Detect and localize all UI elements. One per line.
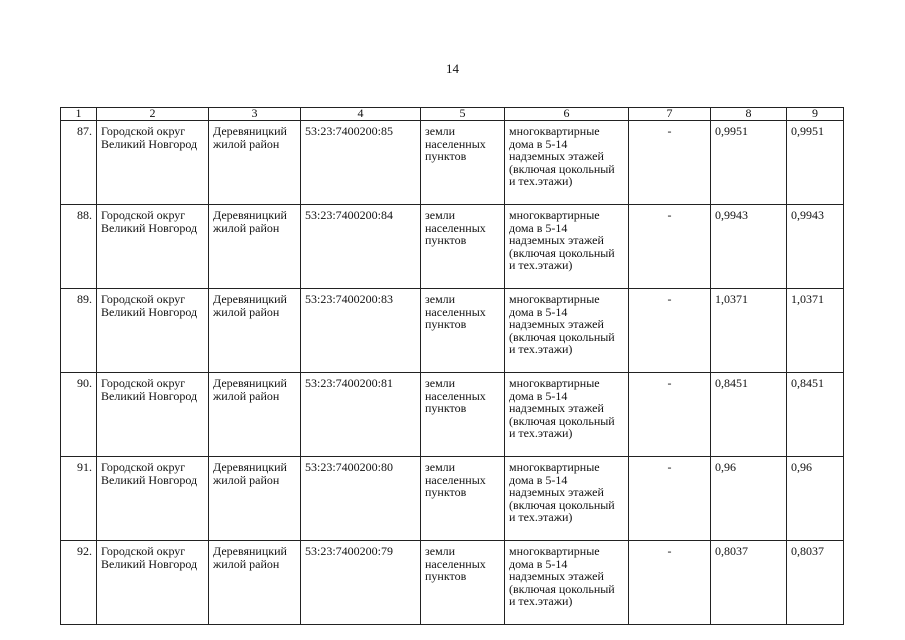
column-header: 4: [301, 108, 421, 121]
column-header: 9: [787, 108, 844, 121]
column-9-cell: 0,9943: [787, 205, 844, 289]
column-header: 6: [505, 108, 629, 121]
permitted-use-cell: многоквартирные дома в 5-14 надземных этажей (включая цокольный и тех.этажи): [505, 541, 629, 625]
column-7-cell: -: [629, 289, 711, 373]
municipality-cell: Городской округ Великий Новгород: [97, 457, 209, 541]
land-category-cell: земли населенных пунктов: [421, 289, 505, 373]
district-cell: Деревяницкий жилой район: [209, 289, 301, 373]
row-number: 87.: [61, 121, 97, 205]
district-cell: Деревяницкий жилой район: [209, 121, 301, 205]
land-category-cell: земли населенных пунктов: [421, 121, 505, 205]
permitted-use-cell: многоквартирные дома в 5-14 надземных этажей (включая цокольный и тех.этажи): [505, 373, 629, 457]
column-header: 8: [711, 108, 787, 121]
land-category-cell: земли населенных пунктов: [421, 205, 505, 289]
district-cell: Деревяницкий жилой район: [209, 205, 301, 289]
column-8-cell: 0,8037: [711, 541, 787, 625]
table-row: [61, 373, 844, 457]
municipality-cell: Городской округ Великий Новгород: [97, 373, 209, 457]
table-row: [61, 205, 844, 289]
cadastral-number-cell: 53:23:7400200:84: [301, 205, 421, 289]
district-cell: Деревяницкий жилой район: [209, 373, 301, 457]
column-7-cell: -: [629, 541, 711, 625]
municipality-cell: Городской округ Великий Новгород: [97, 289, 209, 373]
column-header: 3: [209, 108, 301, 121]
column-8-cell: 0,8451: [711, 373, 787, 457]
column-7-cell: -: [629, 205, 711, 289]
table-row: [61, 541, 844, 625]
cadastral-number-cell: 53:23:7400200:81: [301, 373, 421, 457]
cadastral-number-cell: 53:23:7400200:83: [301, 289, 421, 373]
municipality-cell: Городской округ Великий Новгород: [97, 121, 209, 205]
land-category-cell: земли населенных пунктов: [421, 457, 505, 541]
column-9-cell: 1,0371: [787, 289, 844, 373]
row-number: 90.: [61, 373, 97, 457]
row-number: 92.: [61, 541, 97, 625]
column-8-cell: 1,0371: [711, 289, 787, 373]
column-9-cell: 0,8037: [787, 541, 844, 625]
column-7-cell: -: [629, 457, 711, 541]
cadastral-number-cell: 53:23:7400200:80: [301, 457, 421, 541]
header-row: [61, 108, 844, 121]
municipality-cell: Городской округ Великий Новгород: [97, 205, 209, 289]
page-number: 14: [446, 61, 459, 76]
column-header: 2: [97, 108, 209, 121]
row-number: 89.: [61, 289, 97, 373]
column-9-cell: 0,96: [787, 457, 844, 541]
permitted-use-cell: многоквартирные дома в 5-14 надземных этажей (включая цокольный и тех.этажи): [505, 457, 629, 541]
column-8-cell: 0,96: [711, 457, 787, 541]
column-9-cell: 0,9951: [787, 121, 844, 205]
district-cell: Деревяницкий жилой район: [209, 457, 301, 541]
permitted-use-cell: многоквартирные дома в 5-14 надземных этажей (включая цокольный и тех.этажи): [505, 289, 629, 373]
table-row: [61, 121, 844, 205]
column-header: 7: [629, 108, 711, 121]
cadastral-number-cell: 53:23:7400200:85: [301, 121, 421, 205]
column-9-cell: 0,8451: [787, 373, 844, 457]
column-7-cell: -: [629, 373, 711, 457]
column-8-cell: 0,9951: [711, 121, 787, 205]
column-7-cell: -: [629, 121, 711, 205]
column-header: 5: [421, 108, 505, 121]
permitted-use-cell: многоквартирные дома в 5-14 надземных этажей (включая цокольный и тех.этажи): [505, 205, 629, 289]
table-row: [61, 457, 844, 541]
column-8-cell: 0,9943: [711, 205, 787, 289]
table-row: [61, 289, 844, 373]
municipality-cell: Городской округ Великий Новгород: [97, 541, 209, 625]
land-category-cell: земли населенных пунктов: [421, 373, 505, 457]
registry-table: [60, 107, 844, 625]
permitted-use-cell: многоквартирные дома в 5-14 надземных этажей (включая цокольный и тех.этажи): [505, 121, 629, 205]
land-category-cell: земли населенных пунктов: [421, 541, 505, 625]
column-header: 1: [61, 108, 97, 121]
district-cell: Деревяницкий жилой район: [209, 541, 301, 625]
row-number: 88.: [61, 205, 97, 289]
row-number: 91.: [61, 457, 97, 541]
cadastral-number-cell: 53:23:7400200:79: [301, 541, 421, 625]
